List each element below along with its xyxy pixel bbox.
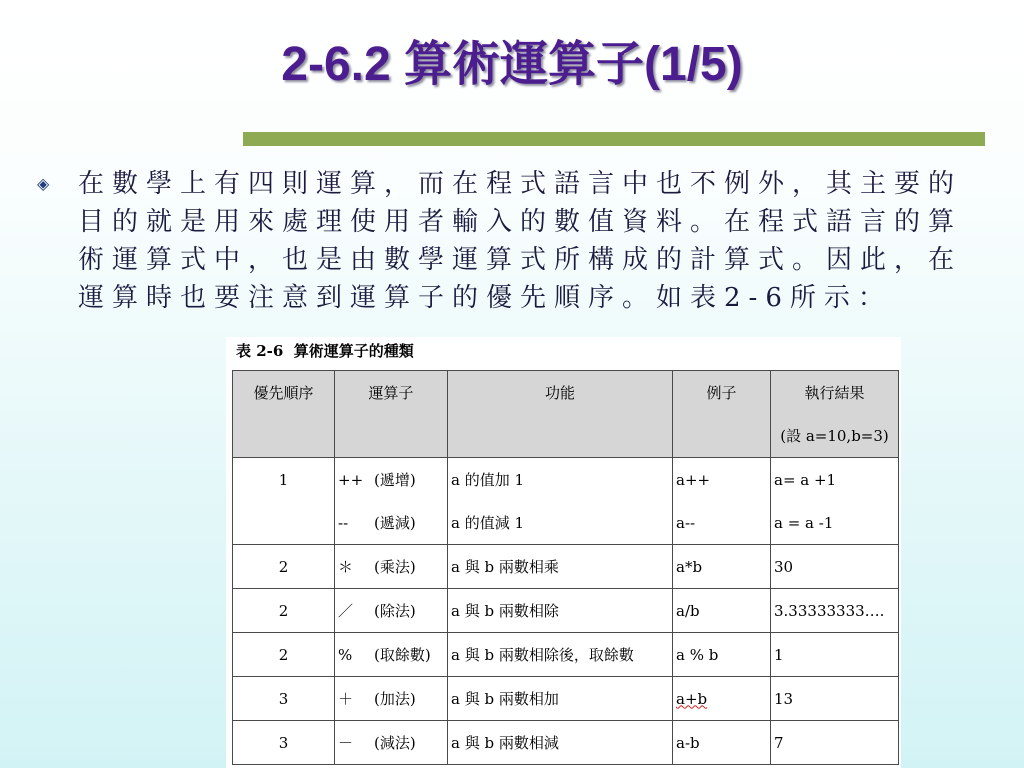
header-example: [673, 371, 771, 458]
cell-example: a-b: [673, 721, 771, 765]
cell-result: 13: [771, 677, 899, 721]
cell-function: a 與 b 兩數相減: [448, 721, 673, 765]
cell-result: 1: [771, 633, 899, 677]
header-function: [448, 371, 673, 458]
cell-operator: [335, 633, 448, 677]
table-row: [233, 458, 899, 545]
diamond-bullet-icon: ◈: [37, 174, 50, 193]
operator-symbol: ＋: [338, 690, 354, 708]
paragraph-line: 運算時也要注意到運算子的優先順序。如表2-6所示：: [78, 283, 892, 313]
cell-example: a++ a--: [673, 458, 771, 545]
table-caption: 表 2-6 算術運算子的種類: [236, 342, 414, 360]
cell-function: a 與 b 兩數相乘: [448, 545, 673, 589]
operator-table: [232, 370, 899, 765]
operator-name: (遞減): [374, 514, 416, 532]
cell-result: a= a +1 a = a -1: [771, 458, 899, 545]
operator-name: (減法): [374, 734, 416, 752]
header-label: 執行結果: [804, 384, 865, 402]
table-row: [233, 721, 899, 765]
operator-symbol: ++: [338, 470, 364, 489]
bullet-paragraph: [78, 165, 998, 317]
example-text: a+b: [676, 689, 708, 708]
table-row: [233, 633, 899, 677]
header-label: 運算子: [368, 384, 414, 402]
cell-operator: [335, 677, 448, 721]
cell-function: a 與 b 兩數相除: [448, 589, 673, 633]
header-operator: [335, 371, 448, 458]
title-accent-bar: [243, 132, 985, 146]
cell-priority: 1: [233, 458, 335, 545]
cell-example: a*b: [673, 545, 771, 589]
cell-priority: 3: [233, 677, 335, 721]
cell-priority: 3: [233, 721, 335, 765]
cell-example: [673, 677, 771, 721]
operator-symbol: ＊: [338, 558, 354, 576]
header-result: [771, 371, 899, 458]
cell-operator: [335, 589, 448, 633]
operator-symbol: %: [338, 645, 353, 664]
cell-function: a 的值加 1 a 的值減 1: [448, 458, 673, 545]
operator-name: (除法): [374, 602, 416, 620]
cell-example: a % b: [673, 633, 771, 677]
slide-title: 2-6.2 算術運算子(1/5): [281, 38, 743, 91]
cell-result: 7: [771, 721, 899, 765]
cell-result: 3.33333333….: [771, 589, 899, 633]
operator-name: (乘法): [374, 558, 416, 576]
cell-priority: 2: [233, 545, 335, 589]
table-figure: [226, 337, 901, 768]
header-label: 優先順序: [253, 384, 314, 402]
cell-function: a 與 b 兩數相加: [448, 677, 673, 721]
cell-example: a/b: [673, 589, 771, 633]
cell-operator: [335, 545, 448, 589]
table-header-row: [233, 371, 899, 458]
operator-symbol: ／: [338, 602, 354, 620]
paragraph-line: 目的就是用來處理使用者輸入的數值資料。在程式語言的算: [78, 207, 963, 237]
operator-symbol: －: [338, 734, 354, 752]
table-row: [233, 545, 899, 589]
cell-operator: [335, 721, 448, 765]
operator-name: (取餘數): [374, 646, 431, 664]
operator-symbol: --: [338, 513, 349, 532]
operator-name: (加法): [374, 690, 416, 708]
paragraph-line: 在數學上有四則運算，而在程式語言中也不例外，其主要的: [78, 169, 963, 199]
cell-priority: 2: [233, 589, 335, 633]
header-label: 例子: [706, 384, 737, 402]
cell-operator: [335, 458, 448, 545]
header-label: 功能: [544, 384, 575, 402]
operator-name: (遞增): [374, 471, 416, 489]
table-row: [233, 677, 899, 721]
cell-priority: 2: [233, 633, 335, 677]
table-row: [233, 589, 899, 633]
header-note: (設 a=10,b=3): [780, 427, 889, 445]
cell-result: 30: [771, 545, 899, 589]
paragraph-line: 術運算式中，也是由數學運算式所構成的計算式。因此，在: [78, 245, 963, 275]
cell-function: a 與 b 兩數相除後，取餘數: [448, 633, 673, 677]
header-priority: [233, 371, 335, 458]
